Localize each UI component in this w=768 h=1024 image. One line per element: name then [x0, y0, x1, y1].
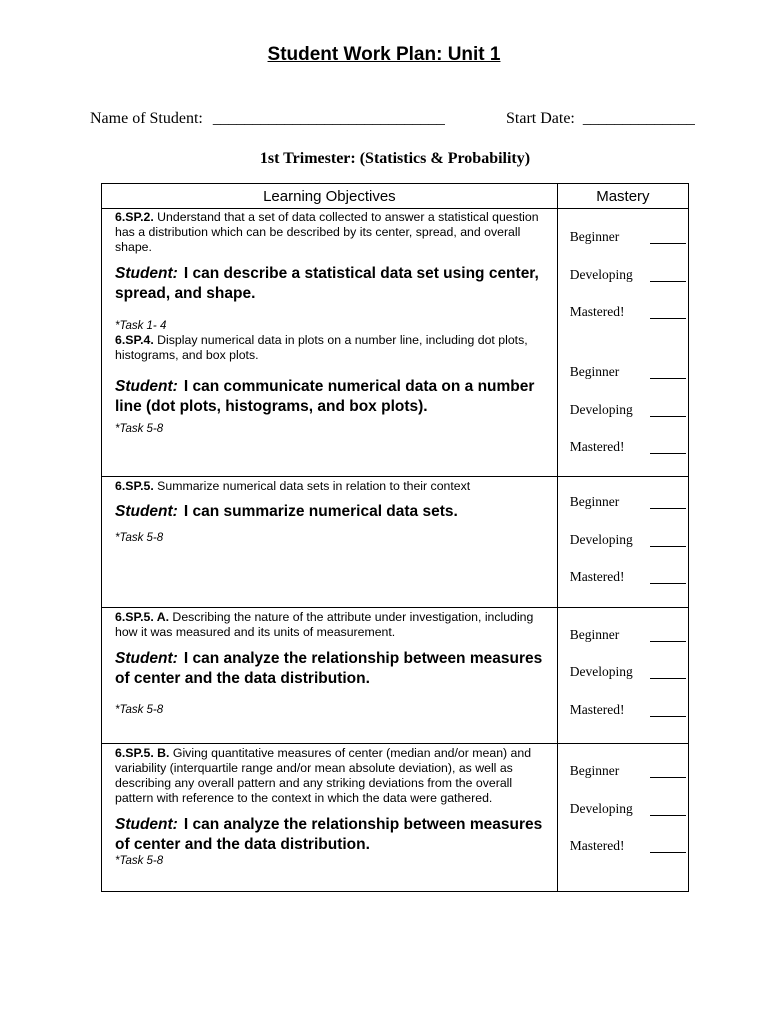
mastery-developing[interactable]: Developing — [570, 267, 688, 283]
mastery-mastered[interactable]: Mastered! — [570, 439, 688, 455]
standard-text: 6.SP.5. B. Giving quantitative measures of center (median and/or mean) and variability (interquartile range and/or mean absolute deviation), as well as describing any overall pattern and any striking deviations from the overall pattern with reference to the context in which the data were gathered. — [115, 746, 532, 805]
mastery-beginner[interactable]: Beginner — [570, 627, 688, 643]
mastery-developing[interactable]: Developing — [570, 532, 688, 548]
standard-text: 6.SP.2. Understand that a set of data collected to answer a statistical question has a distribution which can be described by its center, spread, and overall shape. — [115, 210, 539, 254]
mastery-mastered[interactable]: Mastered! — [570, 569, 688, 585]
mastery-blank[interactable] — [650, 716, 686, 717]
work-plan-table — [101, 183, 689, 892]
table-row — [102, 608, 689, 744]
mastery-developing[interactable]: Developing — [570, 402, 688, 418]
start-date-label: Start Date: — [506, 110, 575, 127]
mastery-blank[interactable] — [650, 852, 686, 853]
standard-text: 6.SP.5. A. Describing the nature of the attribute under investigation, including how it was measured and its units of measurement. — [115, 610, 534, 639]
objectives-cell — [102, 209, 558, 477]
mastery-blank[interactable] — [650, 815, 686, 816]
mastery-blank[interactable] — [650, 678, 686, 679]
standard-text: 6.SP.4. Display numerical data in plots on a number line, including dot plots, histograms, and box plots. — [115, 333, 528, 362]
mastery-blank[interactable] — [650, 318, 686, 319]
standard-text: 6.SP.5. Summarize numerical data sets in relation to their context — [115, 479, 471, 493]
start-date-blank[interactable]: ______________ — [582, 110, 695, 127]
task-reference: *Task 5-8 — [115, 532, 164, 544]
table-row — [102, 477, 689, 608]
task-reference: *Task 1- 4 — [115, 320, 167, 332]
mastery-cell — [557, 608, 688, 744]
task-reference: *Task 5-8 — [115, 704, 164, 716]
table-row — [102, 209, 689, 477]
objectives-cell — [102, 744, 558, 892]
mastery-mastered[interactable]: Mastered! — [570, 702, 688, 718]
mastery-beginner[interactable]: Beginner — [570, 494, 688, 510]
mastery-blank[interactable] — [650, 508, 686, 509]
student-statement: Student: I can analyze the relationship between measures of center and the data distribution. — [115, 816, 543, 853]
mastery-blank[interactable] — [650, 453, 686, 454]
mastery-developing[interactable]: Developing — [570, 801, 688, 817]
mastery-blank[interactable] — [650, 641, 686, 642]
objectives-cell — [102, 477, 558, 608]
mastery-cell — [557, 209, 688, 477]
trimester-heading: 1st Trimester: (Statistics & Probability) — [259, 150, 531, 167]
mastery-beginner[interactable]: Beginner — [570, 229, 688, 245]
mastery-blank[interactable] — [650, 777, 686, 778]
mastery-blank[interactable] — [650, 416, 686, 417]
objectives-cell — [102, 608, 558, 744]
student-name-label: Name of Student: — [90, 110, 203, 127]
mastery-beginner[interactable]: Beginner — [570, 364, 688, 380]
mastery-blank[interactable] — [650, 243, 686, 244]
mastery-cell — [557, 744, 688, 892]
mastery-blank[interactable] — [650, 281, 686, 282]
mastery-cell — [557, 477, 688, 608]
student-statement: Student: I can summarize numerical data sets. — [115, 503, 458, 520]
mastery-mastered[interactable]: Mastered! — [570, 304, 688, 320]
student-name-field[interactable] — [90, 110, 445, 128]
page-title: Student Work Plan: Unit 1 — [267, 44, 501, 65]
column-header-mastery: Mastery — [557, 184, 688, 209]
mastery-blank[interactable] — [650, 546, 686, 547]
task-reference: *Task 5-8 — [115, 855, 164, 867]
task-reference: *Task 5-8 — [115, 423, 164, 435]
student-statement: Student: I can communicate numerical data on a number line (dot plots, histograms, and box plots). — [115, 378, 535, 415]
column-header-objectives: Learning Objectives — [102, 184, 558, 209]
table-header-row — [102, 184, 689, 209]
mastery-beginner[interactable]: Beginner — [570, 763, 688, 779]
mastery-mastered[interactable]: Mastered! — [570, 838, 688, 854]
student-statement: Student: I can analyze the relationship between measures of center and the data distribution. — [115, 650, 543, 687]
student-name-blank[interactable]: _____________________________ — [212, 110, 445, 127]
student-statement: Student: I can describe a statistical data set using center, spread, and shape. — [115, 265, 539, 302]
start-date-field[interactable] — [506, 110, 695, 128]
mastery-blank[interactable] — [650, 583, 686, 584]
mastery-blank[interactable] — [650, 378, 686, 379]
table-row — [102, 744, 689, 892]
mastery-developing[interactable]: Developing — [570, 664, 688, 680]
